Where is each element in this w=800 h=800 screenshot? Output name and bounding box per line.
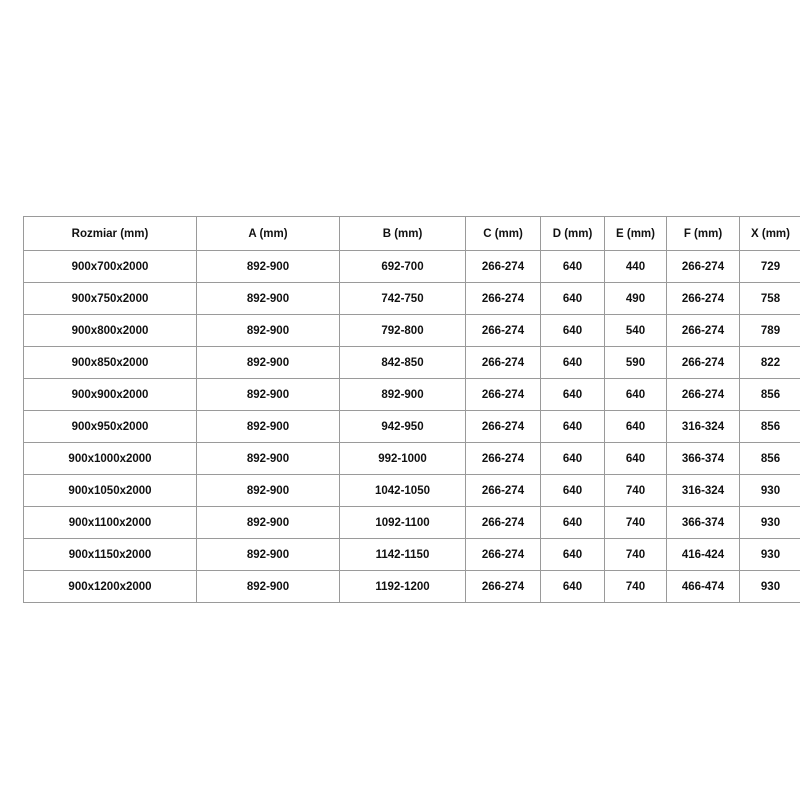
cell-size: 900x950x2000: [24, 411, 197, 443]
table-header: [24, 217, 800, 251]
column-header-e: E (mm): [605, 217, 667, 251]
cell-b: 892-900: [340, 379, 466, 411]
cell-a: 892-900: [197, 283, 340, 315]
cell-e: 490: [605, 283, 667, 315]
cell-d: 640: [541, 539, 605, 571]
cell-e: 740: [605, 539, 667, 571]
cell-x: 856: [740, 379, 800, 411]
cell-a: 892-900: [197, 539, 340, 571]
cell-b: 1042-1050: [340, 475, 466, 507]
cell-f: 266-274: [667, 379, 740, 411]
cell-e: 440: [605, 251, 667, 283]
cell-a: 892-900: [197, 443, 340, 475]
cell-size: 900x900x2000: [24, 379, 197, 411]
cell-e: 540: [605, 315, 667, 347]
cell-f: 316-324: [667, 475, 740, 507]
cell-x: 856: [740, 443, 800, 475]
table-row: [24, 475, 800, 507]
cell-size: 900x700x2000: [24, 251, 197, 283]
cell-size: 900x1200x2000: [24, 571, 197, 603]
table-row: [24, 347, 800, 379]
cell-e: 590: [605, 347, 667, 379]
table-header-row: [24, 217, 800, 251]
cell-c: 266-274: [466, 411, 541, 443]
cell-x: 856: [740, 411, 800, 443]
cell-a: 892-900: [197, 411, 340, 443]
cell-c: 266-274: [466, 347, 541, 379]
cell-a: 892-900: [197, 347, 340, 379]
cell-b: 742-750: [340, 283, 466, 315]
cell-size: 900x1150x2000: [24, 539, 197, 571]
cell-x: 930: [740, 507, 800, 539]
cell-c: 266-274: [466, 379, 541, 411]
cell-b: 942-950: [340, 411, 466, 443]
cell-size: 900x750x2000: [24, 283, 197, 315]
cell-b: 692-700: [340, 251, 466, 283]
table-body: [24, 251, 800, 603]
cell-size: 900x1100x2000: [24, 507, 197, 539]
cell-x: 822: [740, 347, 800, 379]
cell-b: 1192-1200: [340, 571, 466, 603]
cell-b: 792-800: [340, 315, 466, 347]
column-header-d: D (mm): [541, 217, 605, 251]
cell-e: 640: [605, 443, 667, 475]
table-row: [24, 411, 800, 443]
table-row: [24, 571, 800, 603]
cell-f: 266-274: [667, 347, 740, 379]
cell-b: 842-850: [340, 347, 466, 379]
cell-b: 1092-1100: [340, 507, 466, 539]
cell-size: 900x800x2000: [24, 315, 197, 347]
table-row: [24, 443, 800, 475]
cell-c: 266-274: [466, 443, 541, 475]
cell-size: 900x850x2000: [24, 347, 197, 379]
cell-a: 892-900: [197, 507, 340, 539]
cell-d: 640: [541, 283, 605, 315]
cell-d: 640: [541, 251, 605, 283]
table-row: [24, 507, 800, 539]
cell-c: 266-274: [466, 475, 541, 507]
cell-d: 640: [541, 443, 605, 475]
cell-c: 266-274: [466, 539, 541, 571]
cell-b: 992-1000: [340, 443, 466, 475]
cell-d: 640: [541, 571, 605, 603]
cell-c: 266-274: [466, 571, 541, 603]
cell-a: 892-900: [197, 475, 340, 507]
cell-c: 266-274: [466, 315, 541, 347]
column-header-f: F (mm): [667, 217, 740, 251]
cell-a: 892-900: [197, 379, 340, 411]
cell-a: 892-900: [197, 251, 340, 283]
cell-c: 266-274: [466, 251, 541, 283]
cell-x: 930: [740, 539, 800, 571]
cell-e: 740: [605, 475, 667, 507]
cell-x: 789: [740, 315, 800, 347]
table-row: [24, 539, 800, 571]
cell-x: 729: [740, 251, 800, 283]
cell-e: 740: [605, 507, 667, 539]
cell-f: 366-374: [667, 443, 740, 475]
cell-a: 892-900: [197, 315, 340, 347]
cell-x: 930: [740, 475, 800, 507]
cell-size: 900x1050x2000: [24, 475, 197, 507]
column-header-a: A (mm): [197, 217, 340, 251]
column-header-rozmiar: Rozmiar (mm): [24, 217, 197, 251]
table-row: [24, 315, 800, 347]
cell-x: 930: [740, 571, 800, 603]
cell-f: 266-274: [667, 251, 740, 283]
cell-d: 640: [541, 507, 605, 539]
table-row: [24, 379, 800, 411]
dimensions-table: [23, 216, 800, 603]
cell-a: 892-900: [197, 571, 340, 603]
cell-f: 316-324: [667, 411, 740, 443]
cell-f: 416-424: [667, 539, 740, 571]
cell-c: 266-274: [466, 283, 541, 315]
cell-d: 640: [541, 411, 605, 443]
cell-f: 266-274: [667, 315, 740, 347]
column-header-b: B (mm): [340, 217, 466, 251]
size-table-container: [23, 216, 790, 603]
cell-d: 640: [541, 347, 605, 379]
cell-f: 466-474: [667, 571, 740, 603]
column-header-c: C (mm): [466, 217, 541, 251]
cell-f: 366-374: [667, 507, 740, 539]
table-row: [24, 283, 800, 315]
cell-size: 900x1000x2000: [24, 443, 197, 475]
cell-e: 640: [605, 411, 667, 443]
column-header-x: X (mm): [740, 217, 800, 251]
cell-c: 266-274: [466, 507, 541, 539]
cell-d: 640: [541, 379, 605, 411]
cell-b: 1142-1150: [340, 539, 466, 571]
cell-f: 266-274: [667, 283, 740, 315]
cell-e: 740: [605, 571, 667, 603]
cell-d: 640: [541, 475, 605, 507]
cell-d: 640: [541, 315, 605, 347]
cell-x: 758: [740, 283, 800, 315]
table-row: [24, 251, 800, 283]
cell-e: 640: [605, 379, 667, 411]
